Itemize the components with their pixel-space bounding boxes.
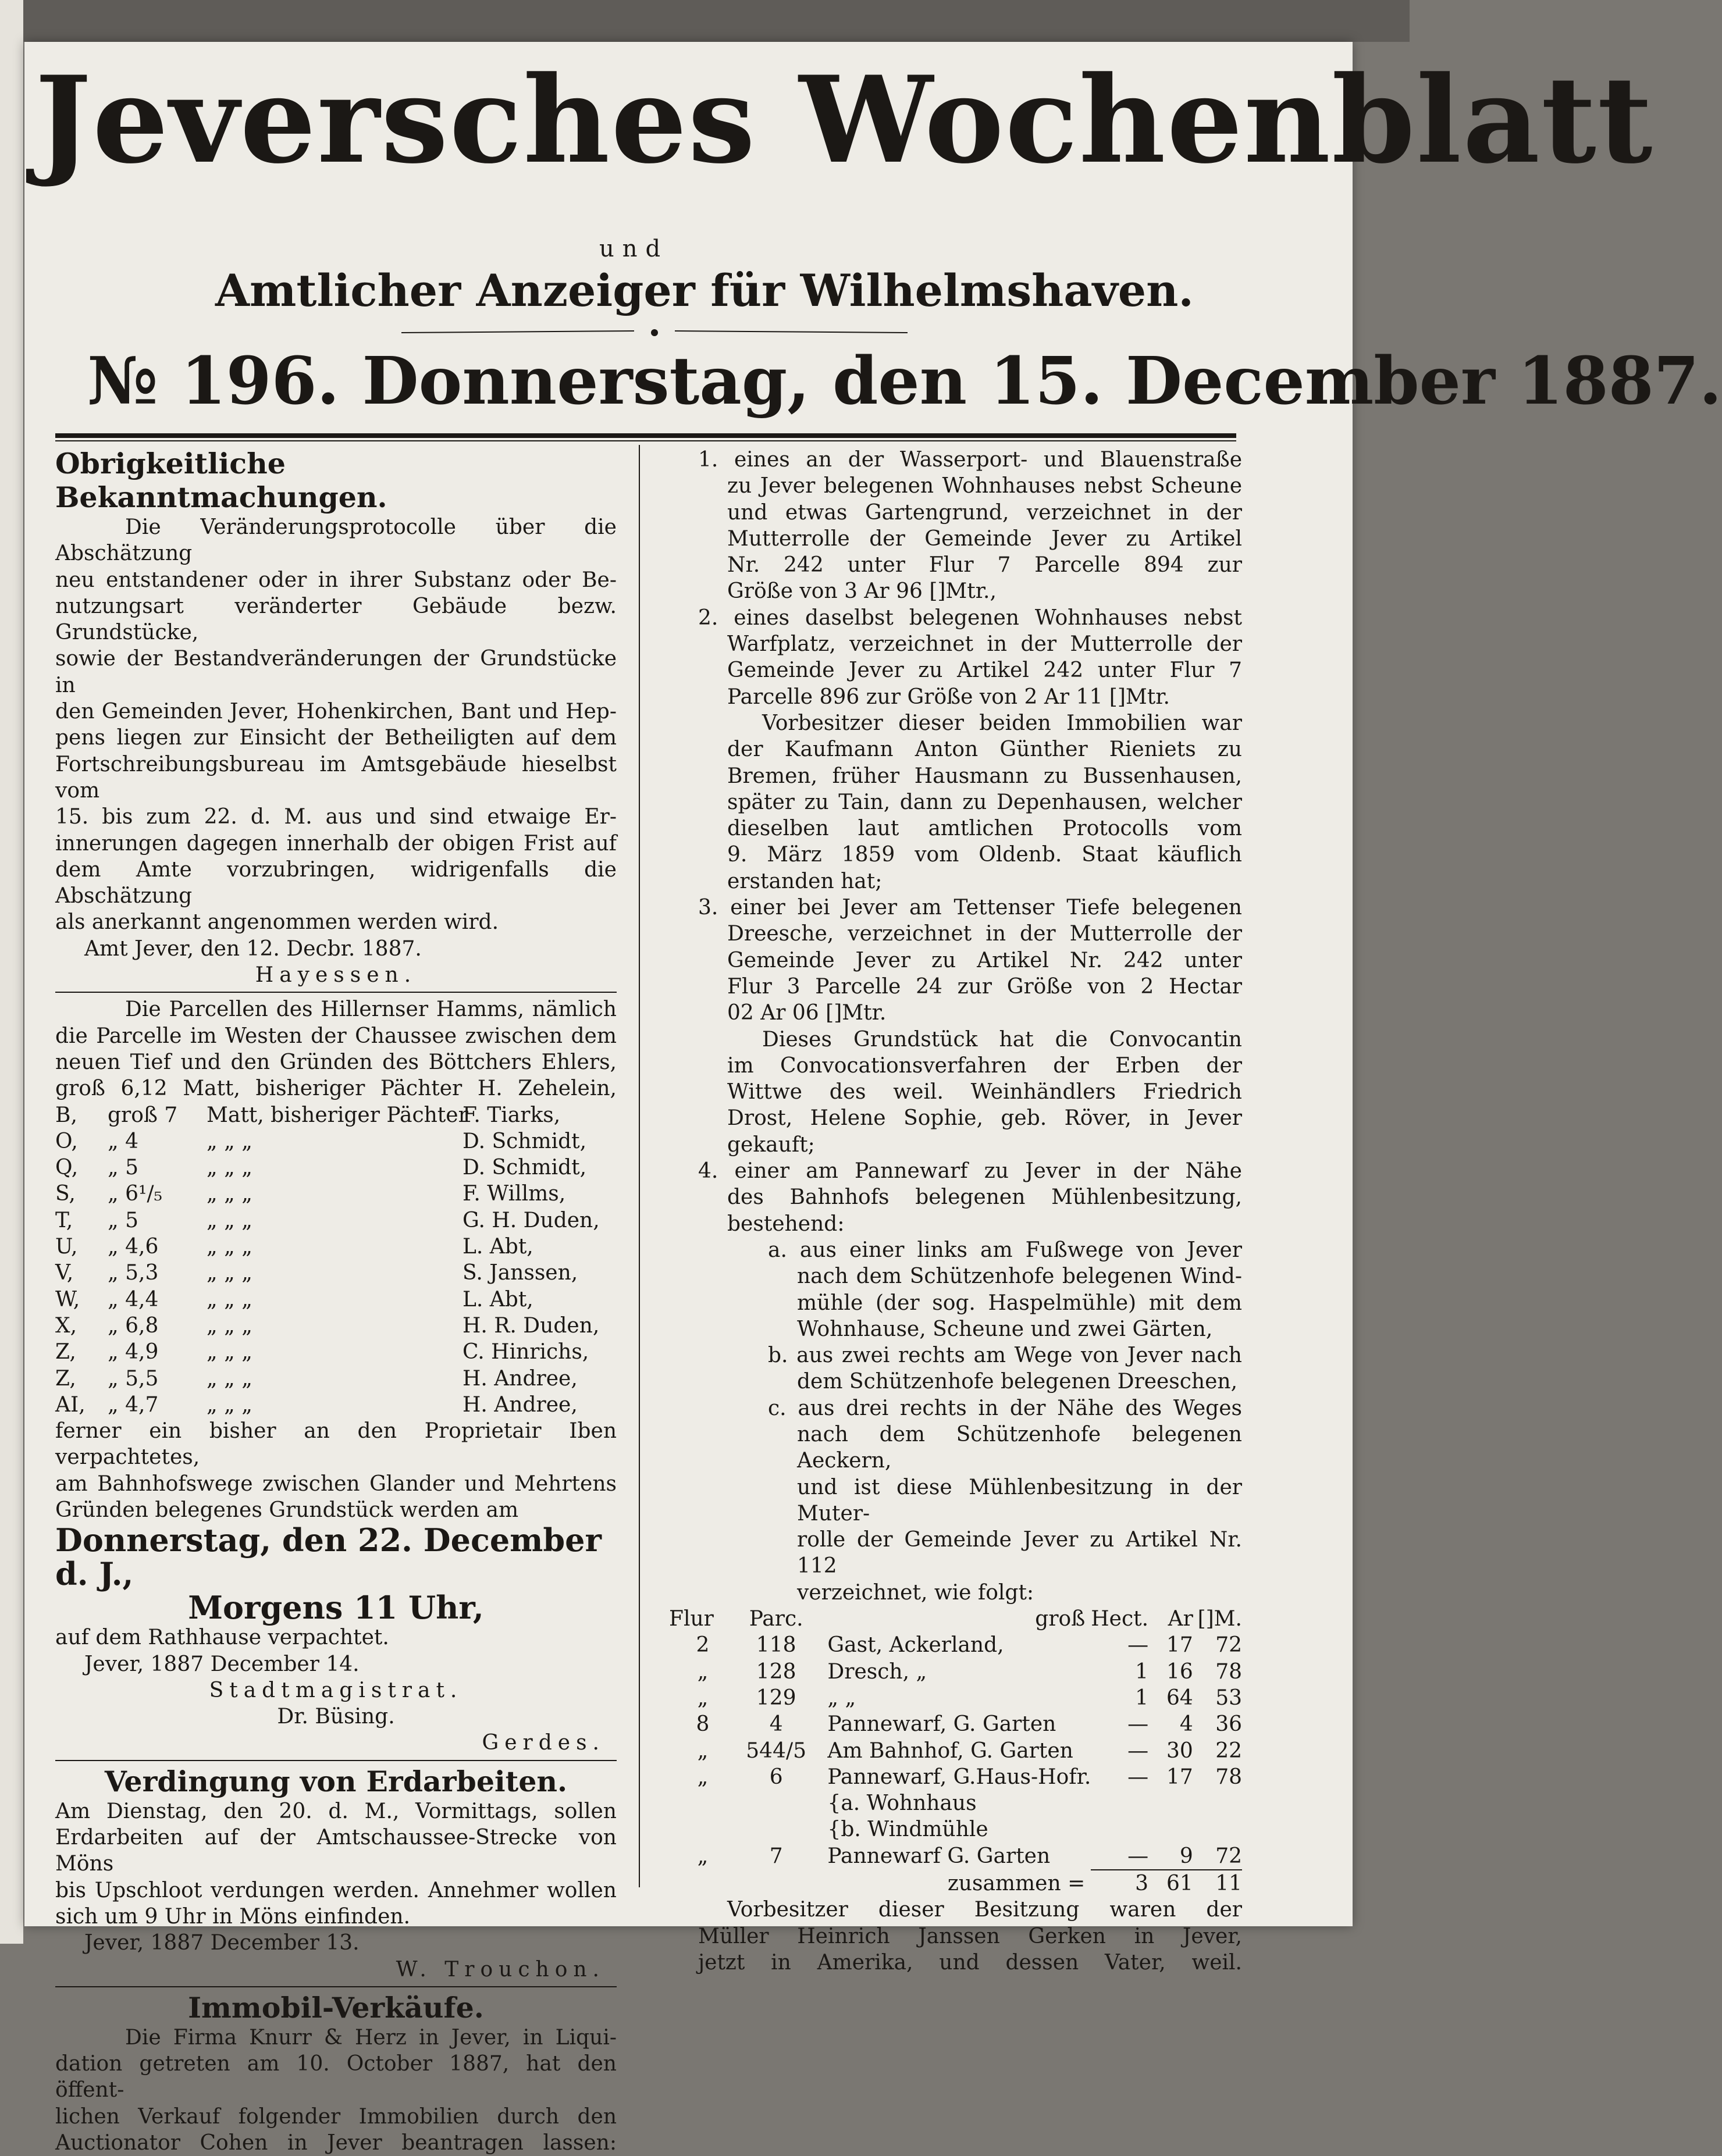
section-rule [55, 1760, 617, 1761]
text-line: im Convocationsverfahren der Erben der [727, 1053, 1242, 1078]
text-line: bis Upschloot verdungen werden. Annehmer wollen [55, 1878, 617, 1902]
cell-ar: 64 [1166, 1685, 1193, 1710]
text-line: neu entstandener oder in ihrer Substanz oder Be- [55, 568, 617, 592]
parcel-tenant-label: „ „ „ [207, 1261, 252, 1285]
parcel-tenant: L. Abt, [462, 1235, 533, 1259]
text-line: rolle der Gemeinde Jever zu Artikel Nr. 112 [797, 1528, 1242, 1578]
text-line: Dreesche, verzeichnet in der Mutterrolle der [727, 922, 1242, 946]
text-line: Nr. 242 unter Flur 7 Parcelle 894 zur [727, 553, 1242, 578]
parcel-tenant: D. Schmidt, [462, 1156, 587, 1180]
notice-signature: Hayessen. [255, 963, 417, 988]
text-line: Gemeinde Jever zu Artikel Nr. 242 unter [727, 948, 1242, 972]
text-line: als anerkannt angenommen werden wird. [55, 910, 499, 935]
parcel-size: „ 4,9 [108, 1340, 159, 1364]
parcel-size: „ 6¹/₅ [108, 1182, 162, 1206]
notice-parcellen [55, 996, 617, 1756]
masthead-und: und [599, 236, 669, 262]
text-line: erstanden hat; [727, 869, 883, 893]
text-line: 3. einer bei Jever am Tettenser Tiefe belegenen [698, 896, 1242, 920]
parcel-tenant-label: „ „ „ [207, 1340, 252, 1364]
col-header-ar: Ar [1168, 1607, 1193, 1631]
text-line: Größe von 3 Ar 96 []Mtr., [727, 579, 997, 604]
total-ar: 61 [1148, 1870, 1193, 1897]
col-header-hect: Hect. [1091, 1607, 1149, 1631]
text-line: Mutterrolle der Gemeinde Jever zu Artikel [727, 526, 1242, 551]
text-line: Auctionator Cohen in Jever beantragen lassen: [55, 2131, 617, 2155]
table-row [669, 1843, 1242, 1870]
table-row [669, 1790, 1242, 1816]
signature-gerdes: Gerdes. [482, 1731, 605, 1755]
item-3 [669, 895, 1242, 1158]
parcel-tenant-label: „ „ „ [207, 1129, 252, 1153]
cell-qm: 22 [1215, 1738, 1242, 1763]
cell-desc: Am Bahnhof, G. Garten [827, 1738, 1073, 1763]
cell-hect: — [1127, 1738, 1149, 1763]
cell-hect [1091, 1816, 1148, 1843]
text-line: jetzt in Amerika, und dessen Vater, weil. [698, 1950, 1242, 1975]
text-line: Bremen, früher Hausmann zu Bussenhausen, [727, 764, 1242, 788]
text-line: dem Schützenhofe belegenen Dreeschen, [797, 1370, 1238, 1394]
scan-background-top [23, 0, 1410, 42]
cell-hect: — [1127, 1633, 1149, 1658]
parcel-row [55, 1392, 617, 1418]
masthead-title: Jeversches Wochenblatt [35, 51, 1654, 190]
text-line: gekauft; [727, 1132, 815, 1157]
table-row [669, 1685, 1242, 1711]
table-total-row [669, 1870, 1242, 1897]
parcel-row [55, 1181, 617, 1207]
text-line: und etwas Gartengrund, verzeichnet in der [727, 500, 1242, 525]
cell-qm: 78 [1215, 1659, 1242, 1684]
signature-trouchon: W. Trouchon. [396, 1957, 605, 1982]
cell-ar: 4 [1179, 1712, 1193, 1737]
table-row [669, 1738, 1242, 1764]
signature-magistrat: Stadtmagistrat. [209, 1678, 463, 1702]
text-line: 4. einer am Pannewarf zu Jever in der Nähe [698, 1159, 1242, 1184]
cell-parc: 7 [769, 1844, 783, 1869]
parcel-tenant: C. Hinrichs, [462, 1340, 589, 1364]
notice-erdarbeiten [55, 1798, 617, 1983]
parcel-row [55, 1260, 617, 1286]
parcel-row [55, 1313, 617, 1339]
text-line: Gemeinde Jever zu Artikel 242 unter Flur 7 [727, 658, 1242, 683]
text-line: der Kaufmann Anton Günther Rieniets zu [727, 737, 1242, 762]
cell-ar: 17 [1166, 1765, 1193, 1789]
text-line: c. aus drei rechts in der Nähe des Weges [768, 1396, 1242, 1420]
cell-hect: 1 [1135, 1659, 1149, 1684]
text-line: Fortschreibungsbureau im Amtsgebäude hieselbst vom [55, 752, 617, 803]
item-2 [669, 605, 1242, 895]
text-line: des Bahnhofs belegenen Mühlenbesitzung, [727, 1185, 1242, 1210]
text-line: nutzungsart veränderter Gebäude bezw. Grundstücke, [55, 594, 617, 645]
parcel-tenant: H. Andree, [462, 1392, 578, 1417]
cell-flur: „ [697, 1685, 709, 1710]
table-header-row [669, 1606, 1242, 1632]
text-line: Die Firma Knurr & Herz in Jever, in Liqui- [125, 2025, 617, 2050]
table-row [669, 1632, 1242, 1658]
auction-time: Morgens 11 Uhr, [188, 1589, 484, 1627]
text-line: lichen Verkauf folgender Immobilien durch den [55, 2104, 617, 2129]
parcel-tenant-label: „ „ „ [207, 1156, 252, 1180]
text-line: Wohnhause, Scheune und zwei Gärten, [797, 1317, 1213, 1341]
parcel-size: „ 5,3 [108, 1261, 159, 1285]
cell-ar: 9 [1179, 1844, 1193, 1868]
parcel-letter: V, [55, 1261, 74, 1285]
item-1 [669, 447, 1242, 605]
cell-hect [1091, 1790, 1148, 1816]
cell-hect: — [1127, 1712, 1149, 1737]
cell-parc: 544/5 [746, 1738, 807, 1763]
parcel-tenant: S. Janssen, [462, 1261, 578, 1285]
text-line: 2. eines daselbst belegenen Wohnhauses nebst [698, 605, 1242, 630]
cell-flur: „ [697, 1659, 709, 1684]
cell-parc: 128 [756, 1659, 796, 1684]
parcel-tenant-label: „ „ „ [207, 1392, 252, 1417]
text-line: dation getreten am 10. October 1887, hat den öffent- [55, 2052, 617, 2102]
text-line: sowie der Bestandveränderungen der Grundstücke in [55, 647, 617, 697]
parcel-size: „ 4,6 [108, 1235, 159, 1259]
parcel-row [55, 1128, 617, 1154]
notice-date: Amt Jever, den 12. Decbr. 1887. [84, 936, 422, 961]
cell-desc: Dresch, „ [827, 1659, 927, 1684]
heading-bekanntmachungen: Obrigkeitliche Bekanntmachungen. [55, 447, 387, 514]
text-line: pens liegen zur Einsicht der Betheiligten auf dem [55, 726, 617, 750]
text-line: und ist diese Mühlenbesitzung in der Muter- [797, 1475, 1242, 1526]
table-row [669, 1711, 1242, 1737]
parcel-tenant-label: „ „ „ [207, 1208, 252, 1232]
parcel-tenant-label: „ „ „ [207, 1313, 252, 1338]
col-header-parc: Parc. [749, 1607, 803, 1631]
text-line: Erdarbeiten auf der Amtschaussee-Strecke von Möns [55, 1826, 617, 1876]
cell-hect: 1 [1135, 1685, 1149, 1710]
parcel-row [55, 1366, 617, 1392]
parcel-tenant: D. Schmidt, [462, 1129, 587, 1153]
heading-verdingung: Verdingung von Erdarbeiten. [104, 1764, 568, 1798]
item-4 [669, 1158, 1242, 1606]
cell-flur: „ [697, 1765, 709, 1789]
parcel-letter: T, [55, 1208, 73, 1232]
parcel-letter: W, [55, 1287, 80, 1312]
table-row [669, 1659, 1242, 1685]
parcel-tenant: H. Andree, [462, 1366, 578, 1391]
total-hect: 3 [1091, 1870, 1148, 1897]
text-line: b. aus zwei rechts am Wege von Jever nach [768, 1344, 1242, 1368]
text-line: dieselben laut amtlichen Protocolls vom [727, 817, 1242, 841]
notice-date: Jever, 1887 December 13. [84, 1931, 360, 1955]
header-rule [55, 433, 1236, 438]
cell-hect: — [1127, 1844, 1149, 1868]
cell-parc: 6 [769, 1765, 783, 1789]
closing-text [669, 1897, 1242, 1976]
parcel-tenant: L. Abt, [462, 1287, 533, 1312]
parcel-letter: B, [55, 1103, 77, 1127]
text-line: auf dem Rathhause verpachtet. [55, 1626, 389, 1650]
section-rule [55, 992, 617, 993]
text-line: Vorbesitzer dieser Besitzung waren der [727, 1898, 1242, 1922]
cell-desc: Pannewarf G. Garten [827, 1844, 1051, 1869]
text-line: Vorbesitzer dieser beiden Immobilien war [762, 711, 1242, 735]
parcel-tenant-label: „ „ „ [207, 1287, 252, 1312]
parcel-tenant-label: „ „ „ [207, 1235, 252, 1259]
text-line: Die Veränderungsprotocolle über die Abschätzung [55, 515, 617, 566]
cell-parc [737, 1790, 816, 1816]
text-line: die Parcelle im Westen der Chaussee zwischen dem [55, 1024, 617, 1048]
cell-hect: — [1127, 1765, 1149, 1789]
cell-desc: Pannewarf, G.Haus-Hofr. [827, 1765, 1091, 1789]
cell-desc: Gast, Ackerland, [827, 1633, 1004, 1658]
parcel-tenant: H. R. Duden, [462, 1313, 600, 1338]
parcel-size: „ 5,5 [108, 1366, 159, 1391]
column-separator [639, 445, 640, 1887]
parcel-tenant-label: „ „ „ [207, 1366, 252, 1391]
cell-flur: 2 [696, 1633, 710, 1658]
parcel-tenant: F. Tiarks, [462, 1103, 561, 1127]
text-line: Flur 3 Parcelle 24 zur Größe von 2 Hectar [727, 974, 1242, 999]
section-rule [55, 1986, 617, 1987]
cell-qm: 78 [1215, 1765, 1242, 1789]
parcel-letter: U, [55, 1235, 78, 1259]
cell-parc: 129 [756, 1685, 796, 1710]
parcel-letter: Z, [55, 1340, 76, 1364]
cell-flur: 8 [696, 1712, 710, 1737]
notice-abschaetzung [55, 514, 617, 988]
parcel-size: „ 4,4 [108, 1287, 159, 1312]
parcel-size: „ 6,8 [108, 1313, 159, 1338]
parcel-table [669, 1606, 1242, 1897]
notice-immobil [55, 2025, 617, 2156]
table-row [669, 1764, 1242, 1790]
parcel-row [55, 1234, 617, 1260]
parcel-row [55, 1102, 617, 1128]
cell-parc: 4 [769, 1712, 783, 1737]
text-line: a. aus einer links am Fußwege von Jever [768, 1238, 1242, 1262]
cell-qm: 72 [1215, 1844, 1242, 1868]
notice-date: Jever, 1887 December 14. [84, 1652, 360, 1676]
right-column [669, 447, 1242, 1976]
parcel-letter: S, [55, 1182, 76, 1206]
cell-parc [737, 1816, 816, 1843]
cell-desc: „ „ [827, 1685, 856, 1710]
text-line: Warfplatz, verzeichnet in der Mutterrolle der [727, 632, 1242, 657]
text-line: 15. bis zum 22. d. M. aus und sind etwaige Er- [55, 805, 617, 829]
parcel-tenant-label: Matt, bisheriger Pächter [207, 1103, 468, 1127]
parcel-letter: Z, [55, 1366, 76, 1391]
cell-flur: „ [697, 1844, 709, 1869]
header-rule-thin [55, 440, 1236, 441]
parcel-size: „ 5 [108, 1156, 138, 1180]
cell-flur: „ [697, 1738, 709, 1763]
col-header-qm: []M. [1197, 1607, 1242, 1631]
cell-ar [1148, 1790, 1193, 1816]
parcel-row [55, 1287, 617, 1313]
text-line: dem Amte vorzubringen, widrigenfalls die Abschätzung [55, 857, 617, 908]
col-header-gross: groß [1035, 1607, 1086, 1631]
parcel-tenant: F. Willms, [462, 1182, 566, 1206]
cell-qm: 72 [1215, 1633, 1242, 1658]
text-line: nach dem Schützenhofe belegenen Aeckern, [797, 1422, 1242, 1473]
parcel-letter: AI, [55, 1392, 86, 1417]
cell-parc: 118 [756, 1633, 796, 1658]
text-line: 9. März 1859 vom Oldenb. Staat käuflich [727, 843, 1242, 867]
cell-desc: {a. Wohnhaus [827, 1791, 977, 1816]
text-line: Gründen belegenes Grundstück werden am [55, 1498, 519, 1522]
text-line: ferner ein bisher an den Proprietair Iben verpachtetes, [55, 1419, 617, 1470]
cell-ar: 30 [1166, 1738, 1193, 1763]
text-line: Die Parcellen des Hillernser Hamms, nämlich [125, 997, 617, 1022]
cell-flur [669, 1790, 737, 1816]
cell-qm: 36 [1215, 1712, 1242, 1737]
text-line: sich um 9 Uhr in Möns einfinden. [55, 1904, 411, 1929]
parcel-row [55, 1207, 617, 1234]
total-label: zusammen = [947, 1871, 1086, 1895]
text-line: am Bahnhofswege zwischen Glander und Mehrtens [55, 1471, 617, 1496]
text-line: verzeichnet, wie folgt: [797, 1580, 1034, 1605]
parcel-tenant: G. H. Duden, [462, 1208, 600, 1232]
cell-desc: {b. Windmühle [827, 1818, 988, 1842]
auction-date: Donnerstag, den 22. December d. J., [55, 1521, 602, 1593]
parcel-row [55, 1154, 617, 1181]
col-header-flur: Flur [669, 1607, 714, 1631]
parcel-letter: Q, [55, 1156, 79, 1180]
cell-flur [669, 1816, 737, 1843]
text-line: bestehend: [727, 1211, 845, 1236]
table-row [669, 1816, 1242, 1843]
scan-page-edge [0, 0, 23, 1944]
left-column [55, 447, 617, 2156]
ornament-divider [401, 329, 908, 337]
parcel-table-body [669, 1632, 1242, 1870]
parcel-row [55, 1339, 617, 1365]
parcel-size: „ 5 [108, 1208, 138, 1232]
issue-line: № 196. Donnerstag, den 15. December 1887. [87, 343, 1722, 419]
text-line: groß 6,12 Matt, bisheriger Pächter H. Zehelein, [55, 1077, 617, 1101]
heading-immobil: Immobil-Verkäufe. [188, 1990, 484, 2025]
cell-qm: 53 [1215, 1685, 1242, 1710]
text-line: neuen Tief und den Gründen des Böttchers Ehlers, [55, 1050, 617, 1074]
parcel-letter: O, [55, 1129, 78, 1153]
text-line: Drost, Helene Sophie, geb. Röver, in Jever [727, 1106, 1242, 1131]
cell-qm [1193, 1816, 1242, 1843]
text-line: mühle (der sog. Haspelmühle) mit dem [797, 1291, 1242, 1315]
text-line: nach dem Schützenhofe belegenen Wind- [797, 1264, 1242, 1289]
cell-ar: 16 [1166, 1659, 1193, 1684]
parcel-tenant-label: „ „ „ [207, 1182, 252, 1206]
text-line: Parcelle 896 zur Größe von 2 Ar 11 []Mtr. [727, 685, 1170, 709]
parcel-size: groß 7 [108, 1103, 178, 1127]
text-line: innerungen dagegen innerhalb der obigen Frist auf [55, 831, 617, 856]
cell-desc: Pannewarf, G. Garten [827, 1712, 1056, 1737]
text-line: 1. eines an der Wasserport- und Blauenstraße [698, 448, 1242, 472]
text-line: den Gemeinden Jever, Hohenkirchen, Bant und Hep- [55, 700, 617, 724]
text-line: Müller Heinrich Janssen Gerken in Jever, [698, 1924, 1242, 1948]
text-line: 02 Ar 06 []Mtr. [727, 1001, 887, 1025]
masthead-subtitle: Amtlicher Anzeiger für Wilhelmshaven. [215, 265, 1194, 316]
text-line: Wittwe des weil. Weinhändlers Friedrich [727, 1080, 1242, 1104]
cell-ar: 17 [1166, 1633, 1193, 1658]
text-line: später zu Tain, dann zu Depenhausen, welcher [727, 790, 1242, 814]
parcel-size: „ 4,7 [108, 1392, 159, 1417]
cell-ar [1148, 1816, 1193, 1843]
parcel-list [55, 1102, 617, 1419]
total-qm: 11 [1193, 1870, 1242, 1897]
parcel-size: „ 4 [108, 1129, 138, 1153]
text-line: Am Dienstag, den 20. d. M., Vormittags, sollen [55, 1799, 617, 1823]
text-line: zu Jever belegenen Wohnhauses nebst Scheune [727, 474, 1242, 498]
text-line: Dieses Grundstück hat die Convocantin [762, 1027, 1242, 1052]
signature-buesing: Dr. Büsing. [277, 1705, 395, 1729]
parcel-letter: X, [55, 1313, 77, 1338]
cell-qm [1193, 1790, 1242, 1816]
